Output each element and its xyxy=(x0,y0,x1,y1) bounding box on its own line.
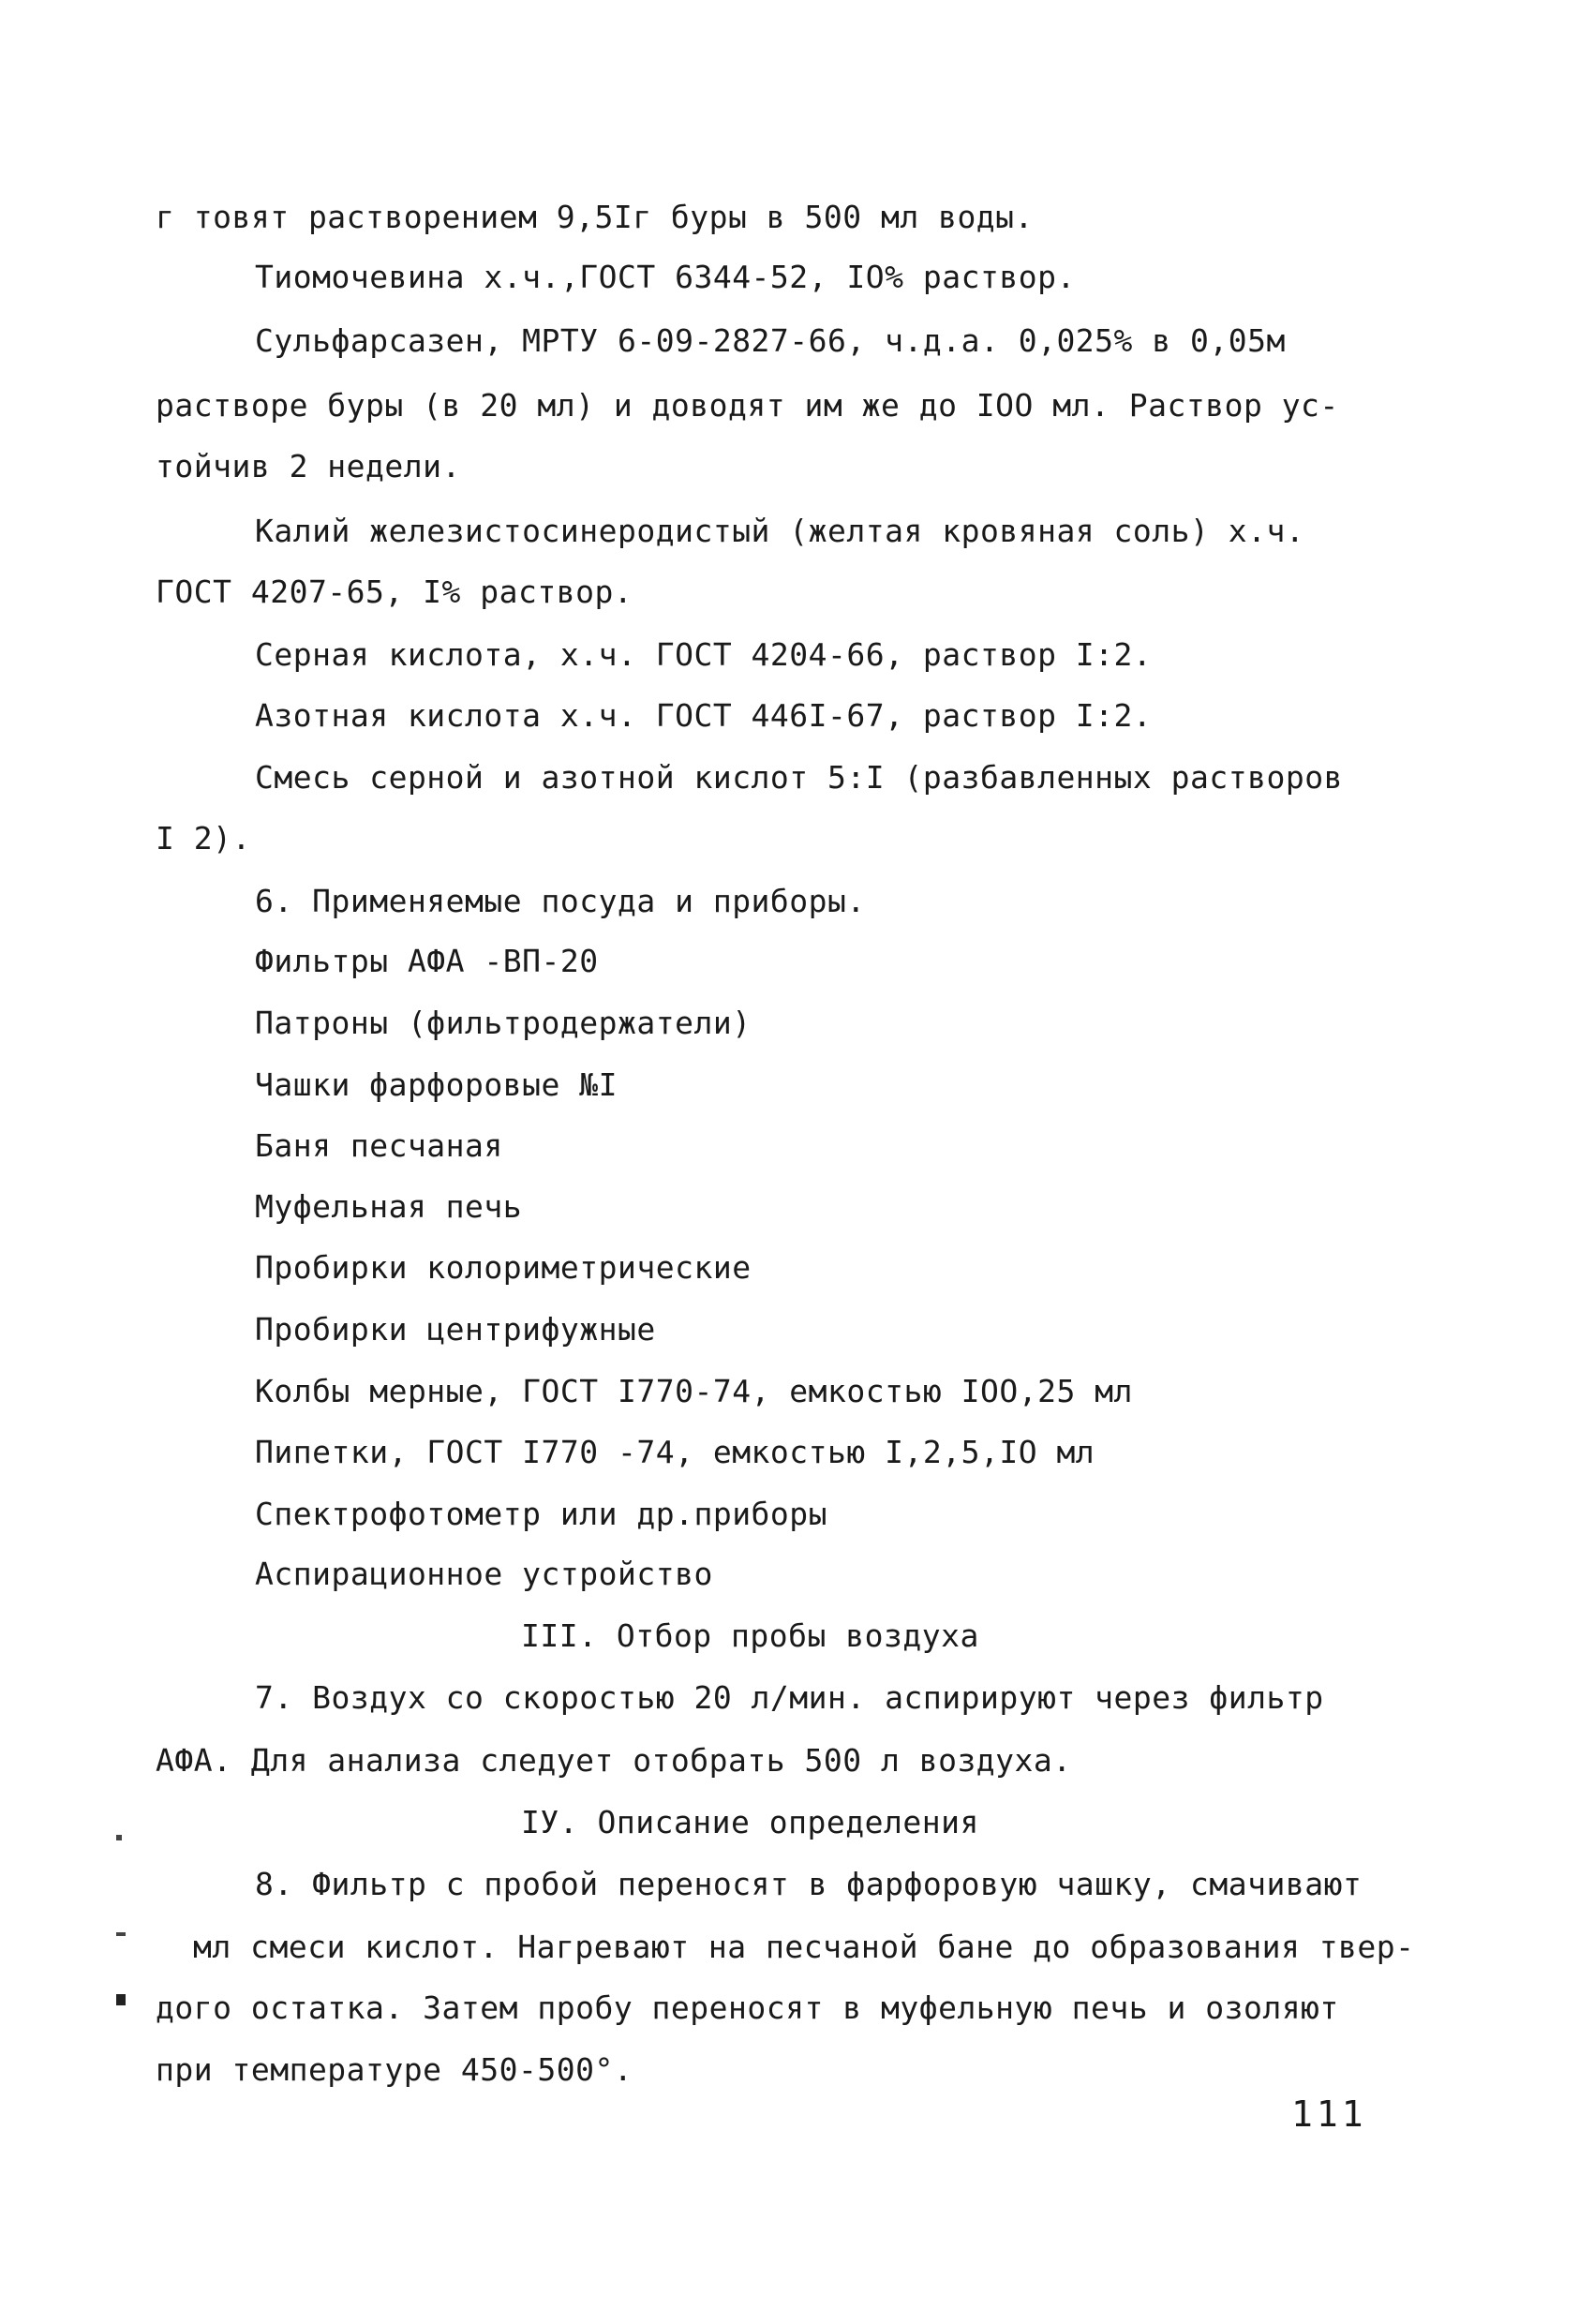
list-item: Аспирационное устройство xyxy=(255,1556,713,1592)
section-heading: IУ. Описание определения xyxy=(521,1804,979,1840)
section-heading: III. Отбор пробы воздуха xyxy=(521,1617,979,1654)
text-line: Серная кислота, х.ч. ГОСТ 4204-66, раствор I:2. xyxy=(255,636,1153,673)
list-item: Пробирки колориметрические xyxy=(255,1249,752,1286)
list-item: Колбы мерные, ГОСТ I770-74, емкостью IOO,25 мл xyxy=(255,1373,1133,1409)
list-item: Пипетки, ГОСТ I770 -74, емкостью I,2,5,IO мл xyxy=(255,1434,1095,1470)
text-line: растворе буры (в 20 мл) и доводят им же до IOO мл. Раствор ус- xyxy=(156,387,1339,424)
text-line: ГОСТ 4207-65, I% раствор. xyxy=(156,574,633,610)
scan-artifact xyxy=(116,1835,122,1840)
text-line: 8. Фильтр с пробой переносят в фарфоровую чашку, смачивают xyxy=(255,1866,1363,1902)
list-item: Спектрофотометр или др.приборы xyxy=(255,1496,828,1532)
text-line: Тиомочевина х.ч.,ГОСТ 6344-52, IO% раствор. xyxy=(255,259,1076,295)
list-item: Фильтры АФА -ВП-20 xyxy=(255,943,599,979)
section-heading: 6. Применяемые посуда и приборы. xyxy=(255,883,866,919)
text-line: дого остатка. Затем пробу переносят в муфельную печь и озоляют xyxy=(156,1989,1339,2026)
text-line: мл смеси кислот. Нагревают на песчаной бане до образования твер- xyxy=(193,1929,1415,1965)
text-line: I 2). xyxy=(156,820,251,857)
text-line: г товят растворением 9,5Iг буры в 500 мл воды. xyxy=(156,199,1034,235)
list-item: Патроны (фильтродержатели) xyxy=(255,1005,752,1041)
text-line: тойчив 2 недели. xyxy=(156,448,461,484)
list-item: Пробирки центрифужные xyxy=(255,1311,656,1348)
text-line: при температуре 450-500°. xyxy=(156,2051,633,2088)
scan-artifact xyxy=(116,1994,126,2005)
text-line: Калий железистосинеродистый (желтая кровяная соль) х.ч. xyxy=(255,513,1305,549)
text-line: Сульфарсазен, МРТУ 6-09-2827-66, ч.д.а. 0,025% в 0,05м xyxy=(255,322,1286,359)
text-line: Азотная кислота х.ч. ГОСТ 446I-67, раствор I:2. xyxy=(255,697,1153,734)
text-line: АФА. Для анализа следует отобрать 500 л воздуха. xyxy=(156,1742,1072,1779)
page-number: 111 xyxy=(1291,2093,1367,2135)
scan-artifact xyxy=(116,1932,126,1936)
list-item: Чашки фарфоровые №I xyxy=(255,1066,618,1103)
list-item: Муфельная печь xyxy=(255,1188,523,1225)
text-line: 7. Воздух со скоростью 20 л/мин. аспирируют через фильтр xyxy=(255,1679,1324,1716)
text-line: Смесь серной и азотной кислот 5:I (разбавленных растворов xyxy=(255,759,1343,796)
list-item: Баня песчаная xyxy=(255,1127,503,1164)
